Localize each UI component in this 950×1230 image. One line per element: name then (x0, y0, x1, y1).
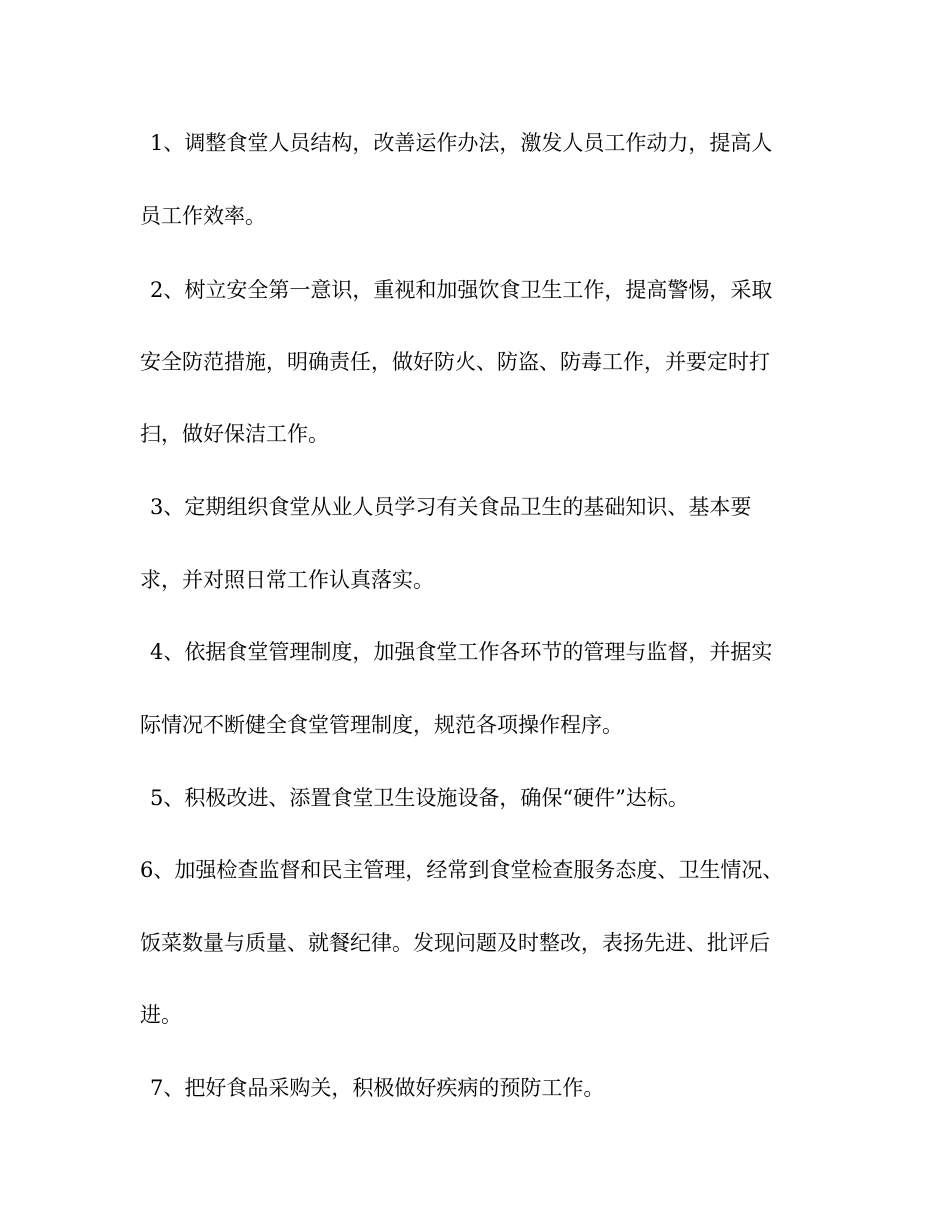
item-6-line-3: 进。 (140, 1003, 182, 1027)
item-4-line-2: 际情况不断健全食堂管理制度，规范各项操作程序。 (140, 713, 623, 737)
item-4-line-1: 4、依据食堂管理制度，加强食堂工作各环节的管理与监督，并据实 (150, 640, 773, 664)
item-1-line-1: 1、调整食堂人员结构，改善运作办法，激发人员工作动力，提高人 (150, 131, 773, 155)
item-1-line-2: 员工作效率。 (140, 204, 266, 228)
item-3-line-1: 3、定期组织食堂从业人员学习有关食品卫生的基础知识、基本要 (150, 495, 752, 519)
item-2-line-3: 扫，做好保洁工作。 (140, 422, 329, 446)
item-5-line-1: 5、积极改进、添置食堂卫生设施设备，确保“硬件”达标。 (150, 786, 689, 810)
item-2-line-2: 安全防范措施，明确责任，做好防火、防盗、防毒工作，并要定时打 (140, 350, 770, 374)
item-6-line-2: 饭菜数量与质量、就餐纪律。发现问题及时整改，表扬先进、批评后 (140, 931, 770, 955)
item-7-line-1: 7、把好食品采购关，积极做好疾病的预防工作。 (150, 1076, 605, 1100)
item-6-line-1: 6、加强检查监督和民主管理，经常到食堂检查服务态度、卫生情况、 (140, 858, 784, 882)
item-2-line-1: 2、树立安全第一意识，重视和加强饮食卫生工作，提高警惕，采取 (150, 278, 773, 302)
item-3-line-2: 求，并对照日常工作认真落实。 (140, 568, 434, 592)
